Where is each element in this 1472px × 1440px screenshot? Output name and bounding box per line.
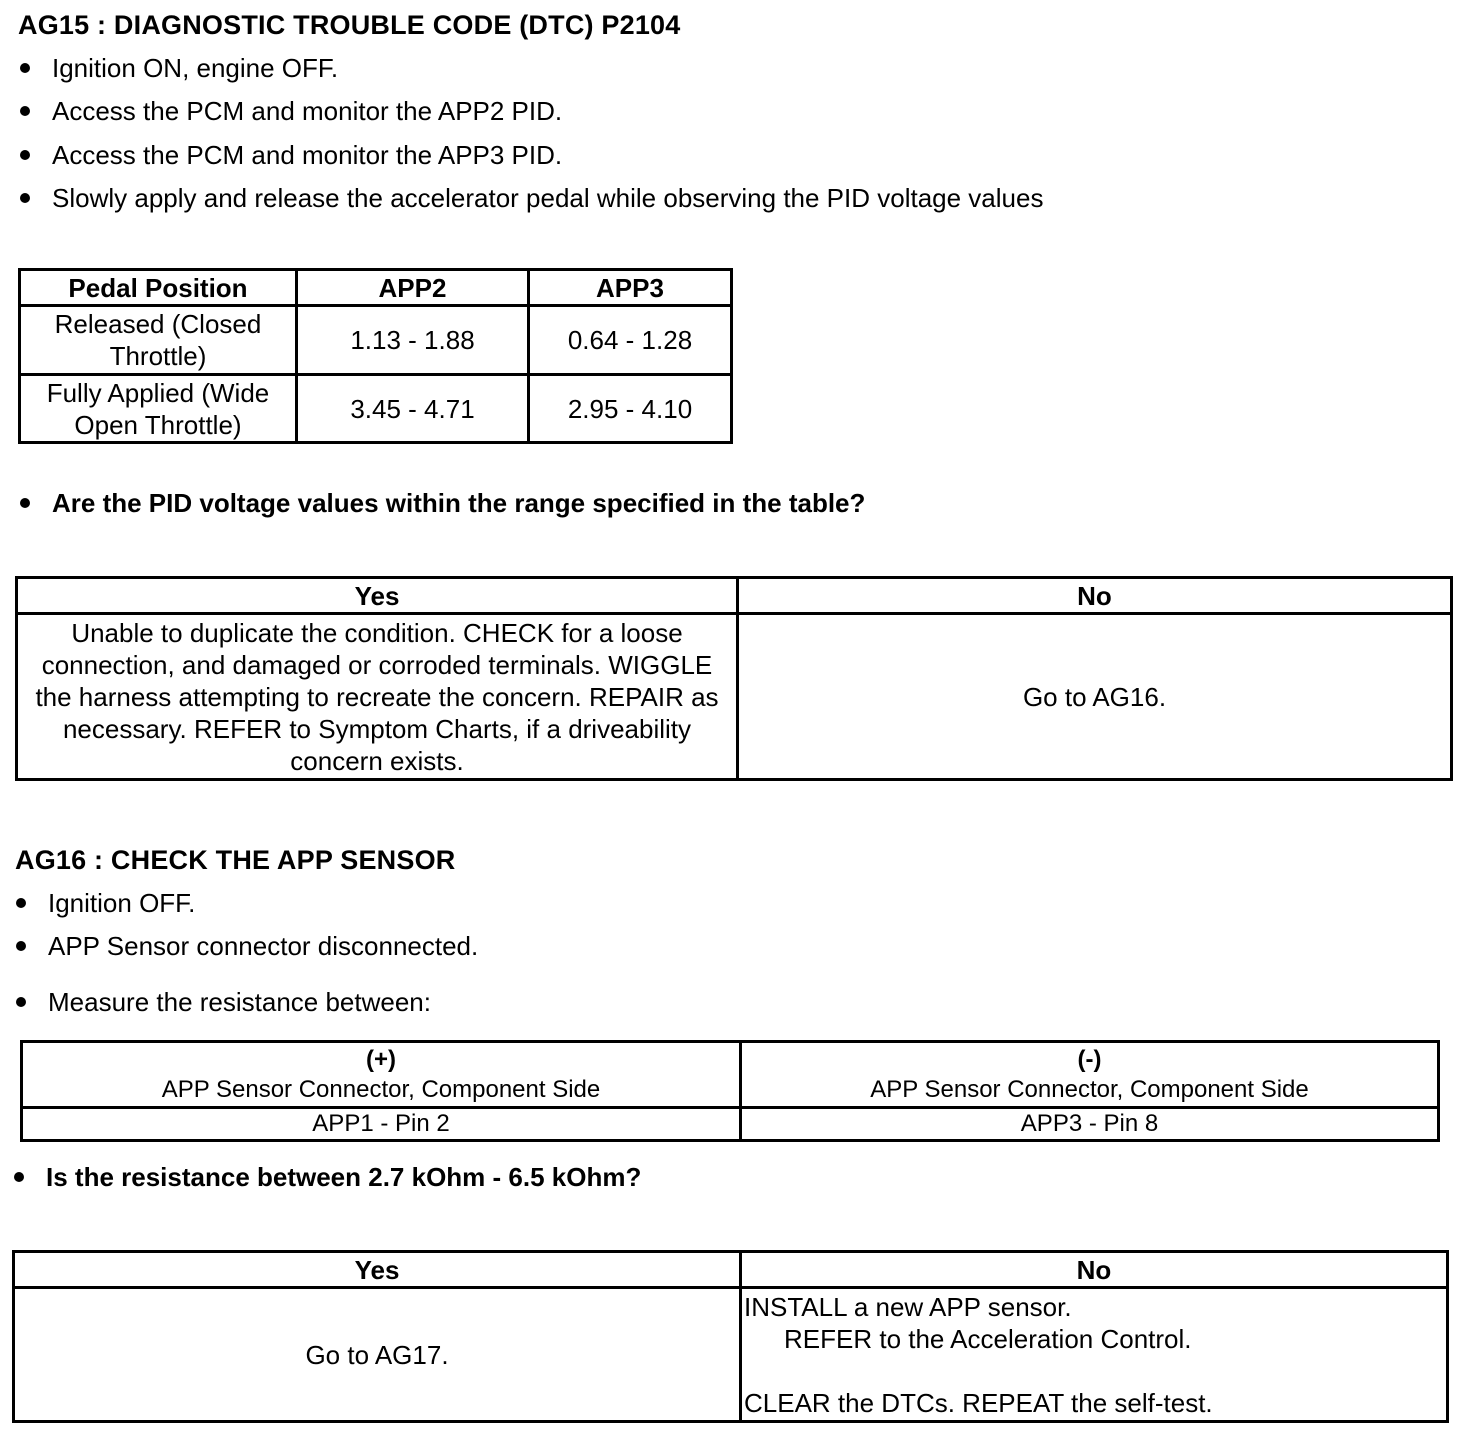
ag15-bullet-1: Ignition ON, engine OFF. [20, 53, 338, 84]
pid-voltage-table [18, 268, 733, 444]
no-result-line: CLEAR the DTCs. REPEAT the self-test. [744, 1388, 1213, 1418]
yes-header: Yes [17, 578, 738, 614]
bullet-icon [16, 941, 26, 951]
pid-table-cell: 3.45 - 4.71 [297, 375, 529, 443]
table-row [20, 306, 732, 375]
bullet-icon [20, 193, 30, 203]
bullet-icon [16, 898, 26, 908]
minus-symbol: (-) [1077, 1045, 1102, 1073]
bullet-icon [14, 1172, 24, 1182]
bullet-icon [16, 997, 26, 1007]
table-row [14, 1288, 1448, 1422]
plus-symbol: (+) [366, 1045, 396, 1073]
plus-connector-cell [22, 1042, 741, 1108]
plus-connector-label: APP Sensor Connector, Component Side [161, 1075, 601, 1103]
bullet-icon [20, 63, 30, 73]
yes-result-cell: Go to AG17. [14, 1288, 741, 1422]
pid-table-header: APP2 [297, 270, 529, 306]
pid-table-header: APP3 [529, 270, 732, 306]
no-result-cell [741, 1288, 1448, 1422]
pid-table-cell: 1.13 - 1.88 [297, 306, 529, 375]
ag16-bullet-3: Measure the resistance between: [16, 987, 431, 1018]
minus-connector-label: APP Sensor Connector, Component Side [870, 1075, 1309, 1103]
no-result-line: INSTALL a new APP sensor. [744, 1292, 1072, 1322]
yes-header: Yes [14, 1252, 741, 1288]
table-row [20, 375, 732, 443]
no-result-cell: Go to AG16. [738, 614, 1452, 780]
pid-table-cell: Released (Closed Throttle) [20, 306, 297, 375]
minus-pin-cell: APP3 - Pin 8 [741, 1108, 1439, 1141]
no-header: No [738, 578, 1452, 614]
pid-table-cell: 0.64 - 1.28 [529, 306, 732, 375]
ag15-bullet-4: Slowly apply and release the accelerator pedal while observing the PID voltage values [20, 183, 1043, 214]
pid-table-header: Pedal Position [20, 270, 297, 306]
spacer [744, 1355, 1444, 1387]
ag16-bullet-1: Ignition OFF. [16, 888, 195, 919]
ag16-question: Is the resistance between 2.7 kOhm - 6.5 kOhm? [14, 1162, 641, 1193]
bullet-icon [20, 106, 30, 116]
pid-table-cell: Fully Applied (Wide Open Throttle) [20, 375, 297, 443]
ag15-heading: AG15 : DIAGNOSTIC TROUBLE CODE (DTC) P2104 [18, 10, 681, 40]
minus-connector-cell [741, 1042, 1439, 1108]
bullet-icon [20, 498, 30, 508]
pid-table-cell: 2.95 - 4.10 [529, 375, 732, 443]
ag15-bullet-2: Access the PCM and monitor the APP2 PID. [20, 96, 562, 127]
ag16-heading: AG16 : CHECK THE APP SENSOR [15, 845, 456, 875]
ag15-bullet-3: Access the PCM and monitor the APP3 PID. [20, 140, 562, 171]
ag15-question: Are the PID voltage values within the range specified in the table? [20, 488, 865, 519]
bullet-icon [20, 150, 30, 160]
connector-table [20, 1040, 1440, 1142]
ag16-result-table [12, 1250, 1449, 1423]
table-row [22, 1108, 1439, 1141]
yes-result-cell: Unable to duplicate the condition. CHECK for a loose connection, and damaged or corroded terminals. WIGGLE the harness attempting to recreate the concern. REPAIR as necessary. REFER to Symptom Charts, if a driveability concern exists. [17, 614, 738, 780]
no-result-line: REFER to the Acceleration Control. [784, 1324, 1192, 1354]
no-header: No [741, 1252, 1448, 1288]
ag15-result-table [15, 576, 1453, 781]
plus-pin-cell: APP1 - Pin 2 [22, 1108, 741, 1141]
table-row [17, 614, 1452, 780]
ag16-bullet-2: APP Sensor connector disconnected. [16, 931, 478, 962]
